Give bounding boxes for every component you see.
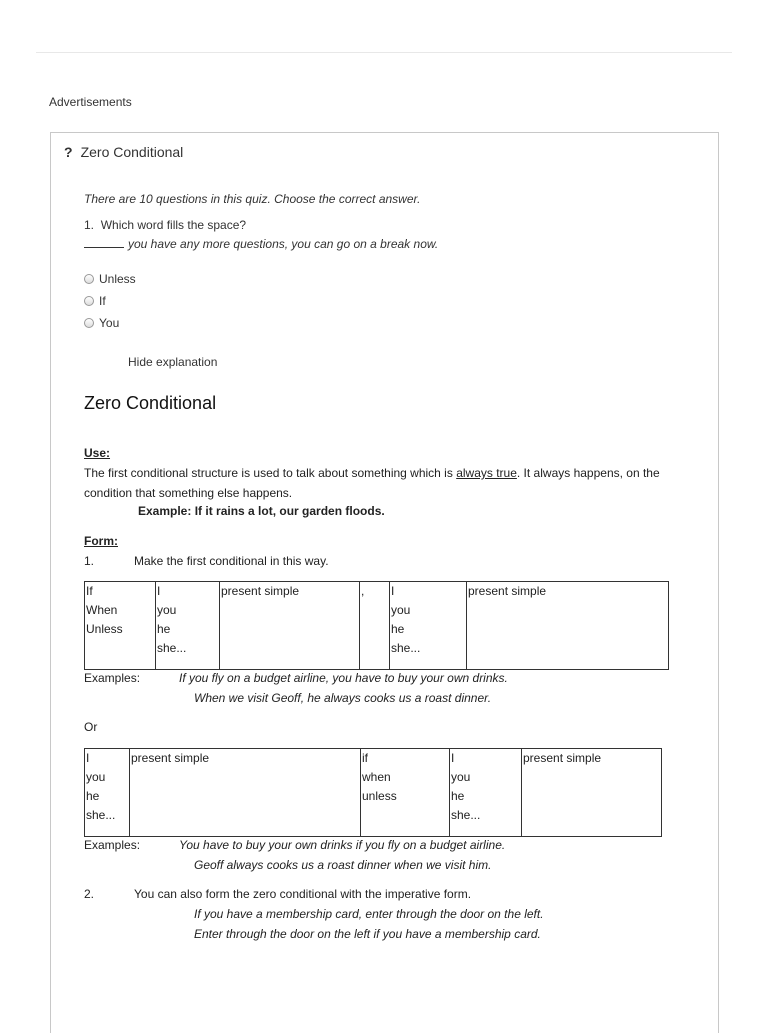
step-number: 2. [84,887,95,901]
question-number: 1. [84,218,95,232]
option-unless[interactable] [84,268,136,290]
table-cell: present simple [467,582,669,670]
example-bold: Example: If it rains a lot, our garden floods. [138,504,385,518]
step-number: 1. [84,554,95,568]
question-text: Which word fills the space? [100,218,247,232]
table-cell: present simple [130,749,361,837]
table-cell: if when unless [361,749,450,837]
quiz-box [50,132,719,1033]
question-mark-icon: ? [64,144,73,160]
option-label: If [99,294,106,308]
step-2 [84,887,471,901]
table-cell: I you he she... [390,582,467,670]
question-sentence: you have any more questions, you can go on a break now. [128,237,439,251]
quiz-intro: There are 10 questions in this quiz. Choose the correct answer. [84,192,421,206]
use-heading: Use: [84,446,111,460]
step-text: You can also form the zero conditional with the imperative form. [134,887,472,901]
quiz-title [64,144,183,160]
example-line: When we visit Geoff, he always cooks us a roast dinner. [194,691,492,705]
option-label: Unless [99,272,136,286]
use-text-part: . It always happens, on the condition that something else happens. [84,466,660,500]
table-cell: I you he she... [450,749,522,837]
use-text-underlined: always true [456,466,517,480]
example-line: Enter through the door on the left if you have a membership card. [194,927,541,941]
option-label: You [99,316,120,330]
form-heading: Form: [84,534,118,548]
radio-button[interactable] [84,296,94,306]
example-line: You have to buy your own drinks if you fly on a budget airline. [179,838,506,852]
advertisements-label: Advertisements [49,95,132,109]
examples-label: Examples: [84,671,141,685]
table-cell: , [360,582,390,670]
option-if[interactable] [84,290,136,312]
radio-button[interactable] [84,274,94,284]
step-1 [84,554,329,568]
example-line: Geoff always cooks us a roast dinner when we visit him. [194,858,492,872]
use-text [84,463,684,503]
hide-explanation-button[interactable]: Hide explanation [128,355,218,369]
form-table-2 [84,748,662,837]
step-text: Make the first conditional in this way. [134,554,329,568]
table-cell: I you he she... [156,582,220,670]
top-divider [36,52,732,53]
table-cell: present simple [522,749,662,837]
example-line: If you have a membership card, enter through the door on the left. [194,907,544,921]
or-label: Or [84,720,98,734]
answer-options [84,268,136,334]
question [84,216,438,254]
answer-blank [84,236,124,248]
example-line: If you fly on a budget airline, you have to buy your own drinks. [179,671,508,685]
form-table-1 [84,581,669,670]
use-text-part: The first conditional structure is used to talk about something which is [84,466,457,480]
table-cell: present simple [220,582,360,670]
explanation-title: Zero Conditional [84,393,217,413]
examples-label: Examples: [84,838,141,852]
radio-button[interactable] [84,318,94,328]
table-cell: I you he she... [85,749,130,837]
quiz-title-text: Zero Conditional [80,144,184,160]
option-you[interactable] [84,312,136,334]
table-cell: If When Unless [85,582,156,670]
